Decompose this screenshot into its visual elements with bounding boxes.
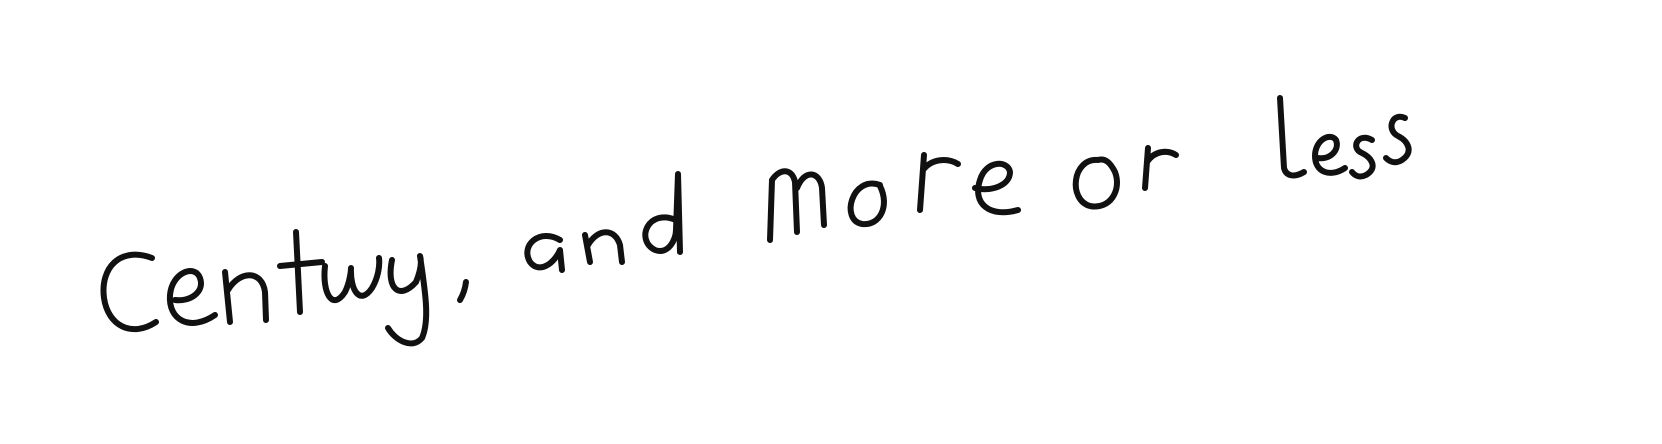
- word-or: [1076, 148, 1176, 207]
- word-more: [770, 155, 1018, 240]
- word-and: [527, 174, 680, 270]
- word-less: [1280, 98, 1409, 176]
- word-century: [103, 232, 466, 343]
